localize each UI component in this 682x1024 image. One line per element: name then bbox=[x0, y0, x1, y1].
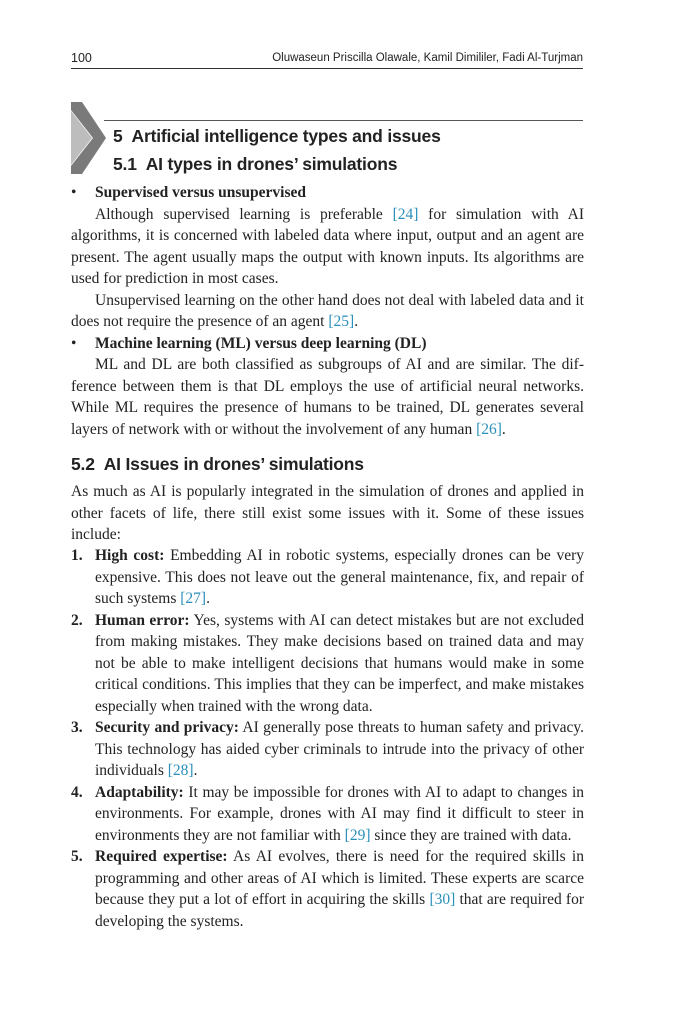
subsection-heading-5-1 bbox=[113, 154, 397, 175]
text-run: Unsupervised learning on the other hand does not deal with labeled data and it does not require the presence of an agent bbox=[71, 291, 584, 330]
text-run: Although supervised learning is preferable bbox=[95, 205, 393, 223]
subsection-heading-5-2 bbox=[71, 454, 364, 475]
subsection-number: 5.1 bbox=[113, 154, 137, 174]
paragraph bbox=[71, 204, 584, 290]
issue-text: AI generally pose threats to human safety and privacy. This technology has aided cyber criminals to intrude into the privacy of other individuals bbox=[95, 719, 584, 779]
issue-number: 3. bbox=[71, 719, 83, 736]
bullet-marker: • bbox=[71, 184, 77, 201]
issue-number: 1. bbox=[71, 547, 83, 564]
bullet-supervised bbox=[71, 182, 584, 204]
running-head-authors: Oluwaseun Priscilla Olawale, Kamil Dimililer, Fadi Al-Turjman bbox=[272, 52, 583, 64]
issue-text: . bbox=[193, 762, 198, 779]
citation-link[interactable]: [26] bbox=[476, 420, 502, 438]
section-heading bbox=[113, 126, 441, 147]
citation-link[interactable]: [24] bbox=[392, 205, 419, 223]
issues-intro bbox=[71, 481, 584, 546]
issue-text: since they are trained with data. bbox=[370, 826, 572, 844]
page-number: 100 bbox=[71, 51, 92, 65]
issue-number: 5. bbox=[71, 848, 83, 865]
paragraph bbox=[71, 290, 584, 333]
citation-link[interactable]: [28] bbox=[167, 762, 194, 779]
issue-text: As AI evolves, there is need for the required skills in programming and other areas of AI which is limited. These experts are scarce because they put a lot of effort in acquiring the skills bbox=[95, 848, 584, 908]
issue-item bbox=[71, 782, 584, 847]
issue-text: Yes, systems with AI can detect mistakes but are not excluded from making mistakes. They make decisions based on trained data and may not be able to make intelligent decisions that humans would make in some critical conditions. This implies that they can be imperfect, and make mistakes especially when trained with the wrong data. bbox=[95, 611, 585, 715]
citation-link[interactable]: [27] bbox=[180, 590, 207, 607]
citation-link[interactable]: [25] bbox=[328, 313, 355, 330]
section-rule bbox=[104, 120, 583, 121]
issue-item bbox=[71, 545, 584, 610]
text-run: ML and DL are both classified as subgroups of AI and are similar. The difference between them is that DL employs the use of artificial neural networks. While ML requires the presence of humans to be trained, DL generates several layers of network with or without the involvement of any human bbox=[71, 356, 584, 438]
issue-item bbox=[71, 717, 584, 782]
subsection-title: AI Issues in drones’ simulations bbox=[103, 454, 364, 474]
issue-title: High cost: bbox=[95, 547, 165, 564]
section-title: Artificial intelligence types and issues bbox=[131, 126, 441, 146]
issues-list bbox=[71, 545, 584, 932]
issue-text: . bbox=[206, 590, 210, 607]
issue-title: Human error: bbox=[95, 611, 190, 629]
issue-title: Adaptability: bbox=[95, 783, 184, 801]
bullet-ml-vs-dl bbox=[71, 333, 584, 355]
bullet-title: Supervised versus unsupervised bbox=[95, 184, 307, 201]
paragraph bbox=[71, 354, 584, 440]
bullet-title: Machine learning (ML) versus deep learning (DL) bbox=[95, 334, 427, 352]
text-run: . bbox=[501, 420, 506, 438]
citation-link[interactable]: [29] bbox=[344, 826, 371, 844]
issue-title: Required expertise: bbox=[95, 848, 228, 865]
text-run: . bbox=[354, 313, 359, 330]
subsection-number: 5.2 bbox=[71, 454, 95, 474]
text-run: for simulation with AI algorithms, it is concerned with labeled data where input, output and an agent are present. The agent usually maps the output with known inputs. Its algorithms are used for prediction in most cases. bbox=[71, 205, 585, 287]
section-number: 5 bbox=[113, 126, 123, 146]
issue-item bbox=[71, 610, 584, 718]
paragraph: As much as AI is popularly integrated in the simulation of drones and applied in other facets of life, there still exist some issues with it. Some of these issues include: bbox=[71, 483, 584, 543]
issue-title: Security and privacy: bbox=[95, 719, 239, 736]
issue-item bbox=[71, 846, 584, 932]
bullet-marker: • bbox=[71, 334, 77, 352]
ai-types-body bbox=[71, 182, 584, 440]
issue-number: 4. bbox=[71, 783, 83, 801]
running-header bbox=[71, 50, 583, 69]
issue-number: 2. bbox=[71, 611, 83, 629]
chapter-chevron-icon bbox=[71, 102, 107, 174]
subsection-title: AI types in drones’ simulations bbox=[145, 154, 398, 174]
issue-text: that are required for developing the systems. bbox=[95, 891, 584, 930]
issue-text: It may be impossible for drones with AI to adapt to changes in environments. For example, drones with AI may find it difficult to steer in environments they are not familiar with bbox=[95, 783, 584, 844]
citation-link[interactable]: [30] bbox=[429, 891, 456, 908]
issue-text: Embedding AI in robotic systems, especially drones can be very expensive. This does not leave out the general maintenance, fix, and repair of such systems bbox=[95, 547, 585, 607]
